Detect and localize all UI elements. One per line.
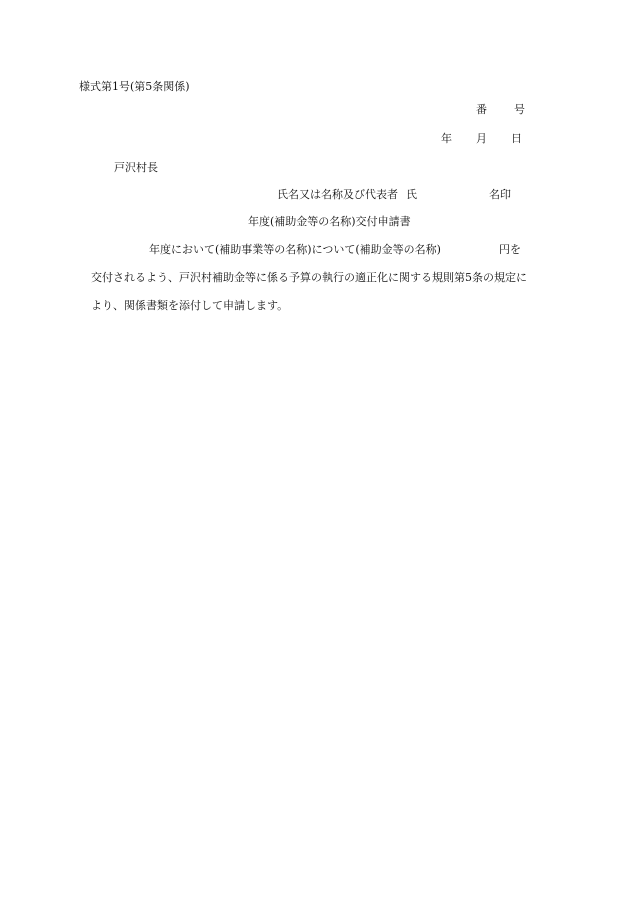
date-day: 日: [511, 132, 522, 145]
number-suffix: 号: [514, 103, 525, 116]
body-line-2: 交付されるよう、戸沢村補助金等に係る予算の執行の適正化に関する規則第5条の規定に: [91, 271, 527, 284]
document-number: [476, 104, 525, 115]
body-line-1: [149, 244, 521, 255]
number-label: 番: [476, 103, 487, 116]
applicant-label: 氏名又は名称及び代表者: [277, 188, 398, 201]
applicant-signature-line: [277, 189, 511, 200]
document-title: 年度(補助金等の名称)交付申請書: [248, 215, 411, 228]
seal-label: 名印: [489, 188, 511, 201]
body-line-1-text: 年度において(補助事業等の名称)について(補助金等の名称): [149, 243, 441, 256]
addressee: 戸沢村長: [114, 161, 158, 174]
applicant-name-label: 氏: [406, 188, 417, 201]
body-line-1-amount: 円を: [498, 243, 521, 256]
document-date: [441, 133, 522, 144]
body-line-3: より、関係書類を添付して申請します。: [91, 299, 289, 312]
form-number: 様式第1号(第5条関係): [79, 80, 190, 93]
date-month: 月: [476, 132, 487, 145]
date-year: 年: [441, 132, 452, 145]
